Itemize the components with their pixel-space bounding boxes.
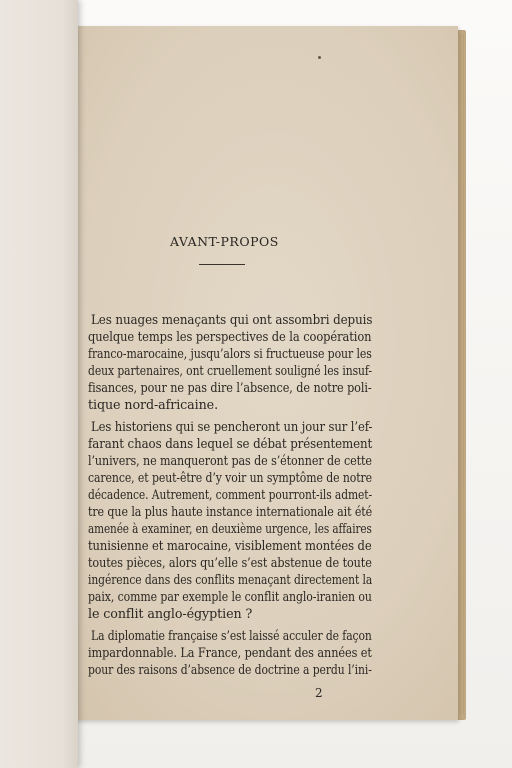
text-line: Les nuages menaçants qui ont assombri depuis — [91, 312, 373, 327]
text-line: carence, et peut-être d’y voir un symptôme de notre — [88, 470, 373, 485]
text-line: Les historiens qui se pencheront un jour sur l’ef- — [91, 419, 373, 434]
page-heading: AVANT-PROPOS — [170, 234, 279, 249]
text-line: fisances, pour ne pas dire l’absence, de notre poli- — [88, 380, 372, 395]
text-line: farant chaos dans lequel se débat présentement — [88, 436, 373, 451]
text-line: tique nord-africaine. — [88, 397, 218, 412]
text-line: l’univers, ne manqueront pas de s’étonner de cette — [88, 453, 372, 468]
page-edge-line — [463, 34, 464, 714]
text-line: La diplomatie française s’est laissé acculer de façon — [91, 628, 372, 643]
text-line: toutes pièces, alors qu’elle s’est abstenue de toute — [88, 555, 372, 570]
text-line: franco-marocaine, jusqu’alors si fructueuse pour les — [88, 346, 372, 361]
page-number: 2 — [315, 686, 323, 700]
left-cover-page — [0, 0, 78, 768]
text-line: ingérence dans des conflits menaçant directement la — [88, 572, 373, 587]
text-line: tre que la plus haute instance internationale ait été — [88, 504, 373, 519]
heading-rule — [199, 264, 245, 265]
page-edge-line — [460, 34, 461, 714]
text-line: le conflit anglo-égyptien ? — [88, 606, 253, 621]
text-line: pour des raisons d’absence de doctrine a perdu l’ini- — [88, 662, 372, 677]
text-line: quelque temps les perspectives de la coopération — [88, 329, 372, 344]
text-line: deux partenaires, ont cruellement souligné les insuf- — [88, 363, 372, 378]
text-line: amenée à examiner, en deuxième urgence, les affaires — [88, 521, 372, 536]
text-line: décadence. Autrement, comment pourront-ils admet- — [88, 487, 373, 502]
text-line: impardonnable. La France, pendant des années et — [88, 645, 372, 660]
text-line: tunisienne et marocaine, visiblement montées de — [88, 538, 372, 553]
paper-speck — [318, 56, 321, 59]
text-line: paix, comme par exemple le conflit anglo-iranien ou — [88, 589, 372, 604]
